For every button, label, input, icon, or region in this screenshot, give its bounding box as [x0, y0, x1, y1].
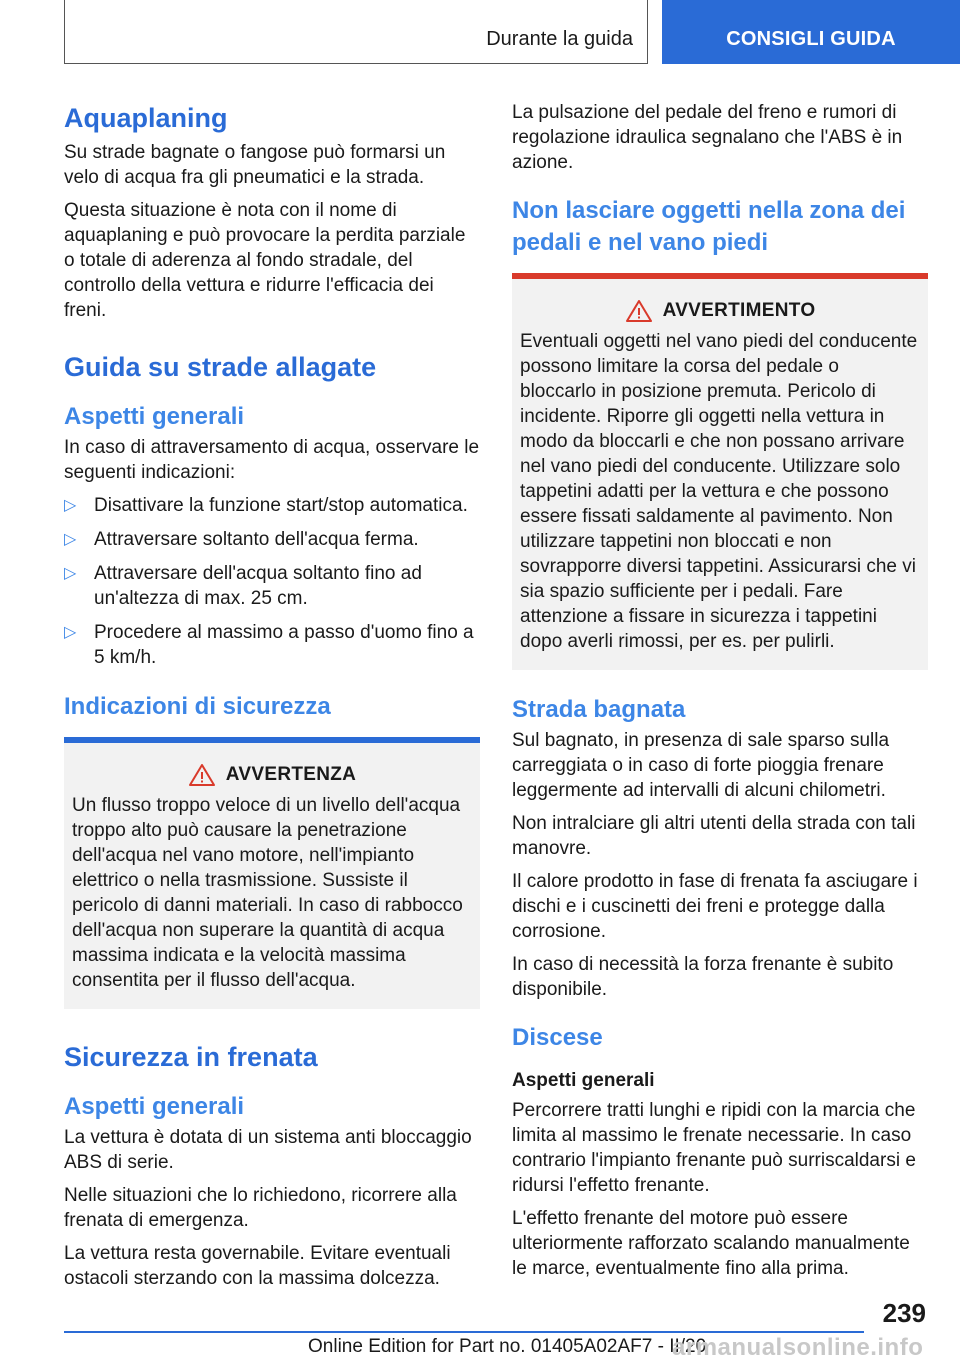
footer-edition: Online Edition for Part no. 01405A02AF7 - II/20: [308, 1336, 707, 1357]
header-chapter-title: CONSIGLI GUIDA: [726, 28, 896, 50]
braking-paragraph-3: La vettura resta governabile. Evitare eventuali ostacoli sterzando con la massima dolcezza.: [64, 1243, 451, 1289]
safety-notes-heading: Indicazioni di sicurezza: [64, 693, 331, 720]
footer-divider: [64, 1331, 864, 1333]
page-number: 239: [882, 1298, 926, 1328]
descents-paragraph-1: Percorrere tratti lunghi e ripidi con la marcia che limita al massimo le frenate necessarie. In caso contrario l'impianto frenante può surriscaldarsi e ridursi l'effetto frenante.: [512, 1100, 916, 1196]
header-section-box: [64, 0, 648, 64]
flooded-general-heading: Aspetti generali: [64, 403, 245, 430]
descents-heading: Discese: [512, 1024, 603, 1051]
left-column: [64, 100, 480, 1299]
triangle-right-icon: ▷: [64, 565, 77, 582]
wet-road-paragraph-4: In caso di necessità la forza frenante è subito disponibile.: [512, 954, 894, 1000]
warning-box-pedals: [512, 273, 928, 670]
list-item: ▷ Disattivare la funzione start/stop automatica.: [64, 495, 468, 516]
wet-road-paragraph-1: Sul bagnato, in presenza di sale sparso sulla carreggiata o in caso di forte pioggia frenare leggermente ad intervalli di alcuni chilometri.: [512, 730, 890, 801]
braking-general-heading: Aspetti generali: [64, 1093, 245, 1120]
wet-road-paragraph-3: Il calore prodotto in fase di frenata fa asciugare i dischi e i cuscinetti dei freni e protegge dalla corrosione.: [512, 871, 918, 942]
triangle-right-icon: ▷: [64, 497, 77, 514]
braking-paragraph-2: Nelle situazioni che lo richiedono, ricorrere alla frenata di emergenza.: [64, 1185, 457, 1231]
list-item: ▷ Procedere al massimo a passo d'uomo fino a 5 km/h.: [64, 622, 474, 668]
aquaplaning-paragraph-2: Questa situazione è nota con il nome di aquaplaning e può provocare la perdita parziale o totale di aderenza al fondo stradale, del controllo della vettura e ridurre l'efficacia dei freni.: [64, 200, 466, 321]
warning-text: Eventuali oggetti nel vano piedi del conducente possono limitare la corsa del pedale o bloccarlo in posizione premuta. Pericolo di incidente. Riporre gli oggetti nella vettura in modo da bloccarli e che non possano arrivare nel vano piedi del conducente. Utilizzare solo tappetini adatti per la vettura e che possono essere fissati saldamente al pavimento. Non utilizzare tappetini non bloccati e non sovrapporre diversi tappetini. Assicurarsi che vi sia spazio sufficiente per i pedali. Fare attenzione a fissare in sicurezza i tappetini dopo averli rimossi, per es. per pulirli.: [520, 331, 918, 652]
watermark: armanualsonline.info: [672, 1334, 924, 1361]
triangle-right-icon: ▷: [64, 624, 77, 641]
descents-paragraph-2: L'effetto frenante del motore può essere ulteriormente rafforzato scalando manualmente le marce, eventualmente fino alla prima.: [512, 1208, 910, 1279]
wet-road-heading: Strada bagnata: [512, 696, 686, 723]
braking-safety-heading: Sicurezza in frenata: [64, 1042, 318, 1072]
warning-label: AVVERTENZA: [225, 764, 357, 785]
list-item: ▷ Attraversare soltanto dell'acqua ferma.: [64, 529, 419, 550]
wet-road-paragraph-2: Non intralciare gli altri utenti della strada con tali manovre.: [512, 813, 916, 859]
aquaplaning-heading: Aquaplaning: [64, 103, 228, 133]
warning-triangle-icon: [188, 763, 216, 787]
descents-general-heading: Aspetti generali: [512, 1070, 655, 1091]
warning-text: Un flusso troppo veloce di un livello dell'acqua troppo alto può causare la penetrazione dell'acqua nel vano motore, nell'impianto elettrico o nella trasmissione. Sussiste il pericolo di danni materiali. In caso di rabbocco dell'acqua non superare la quantità di acqua massima indicata e la velocità massima consentita per il flusso dell'acqua.: [72, 795, 463, 991]
abs-paragraph: La pulsazione del pedale del freno e rumori di regolazione idraulica segnalano che l'ABS è in azione.: [512, 102, 903, 173]
warning-triangle-icon: [625, 299, 653, 323]
flooded-instructions-list: [64, 493, 480, 670]
warning-label: AVVERTIMENTO: [662, 300, 816, 321]
flooded-roads-heading: Guida su strade allagate: [64, 352, 377, 382]
header-section-title: Durante la guida: [486, 28, 633, 50]
list-item: ▷ Attraversare dell'acqua soltanto fino ad un'altezza di max. 25 cm.: [64, 563, 422, 609]
flooded-general-paragraph: In caso di attraversamento di acqua, osservare le seguenti indicazioni:: [64, 437, 480, 483]
warning-box-water: [64, 737, 480, 1009]
right-column: [512, 100, 928, 1289]
pedals-heading: Non lasciare oggetti nella zona dei pedali e nel vano piedi: [512, 197, 906, 256]
braking-paragraph-1: La vettura è dotata di un sistema anti bloccaggio ABS di serie.: [64, 1127, 472, 1173]
header-chapter-tab: [662, 0, 960, 64]
aquaplaning-paragraph-1: Su strade bagnate o fangose può formarsi un velo di acqua fra gli pneumatici e la strada.: [64, 142, 446, 188]
triangle-right-icon: ▷: [64, 531, 77, 548]
